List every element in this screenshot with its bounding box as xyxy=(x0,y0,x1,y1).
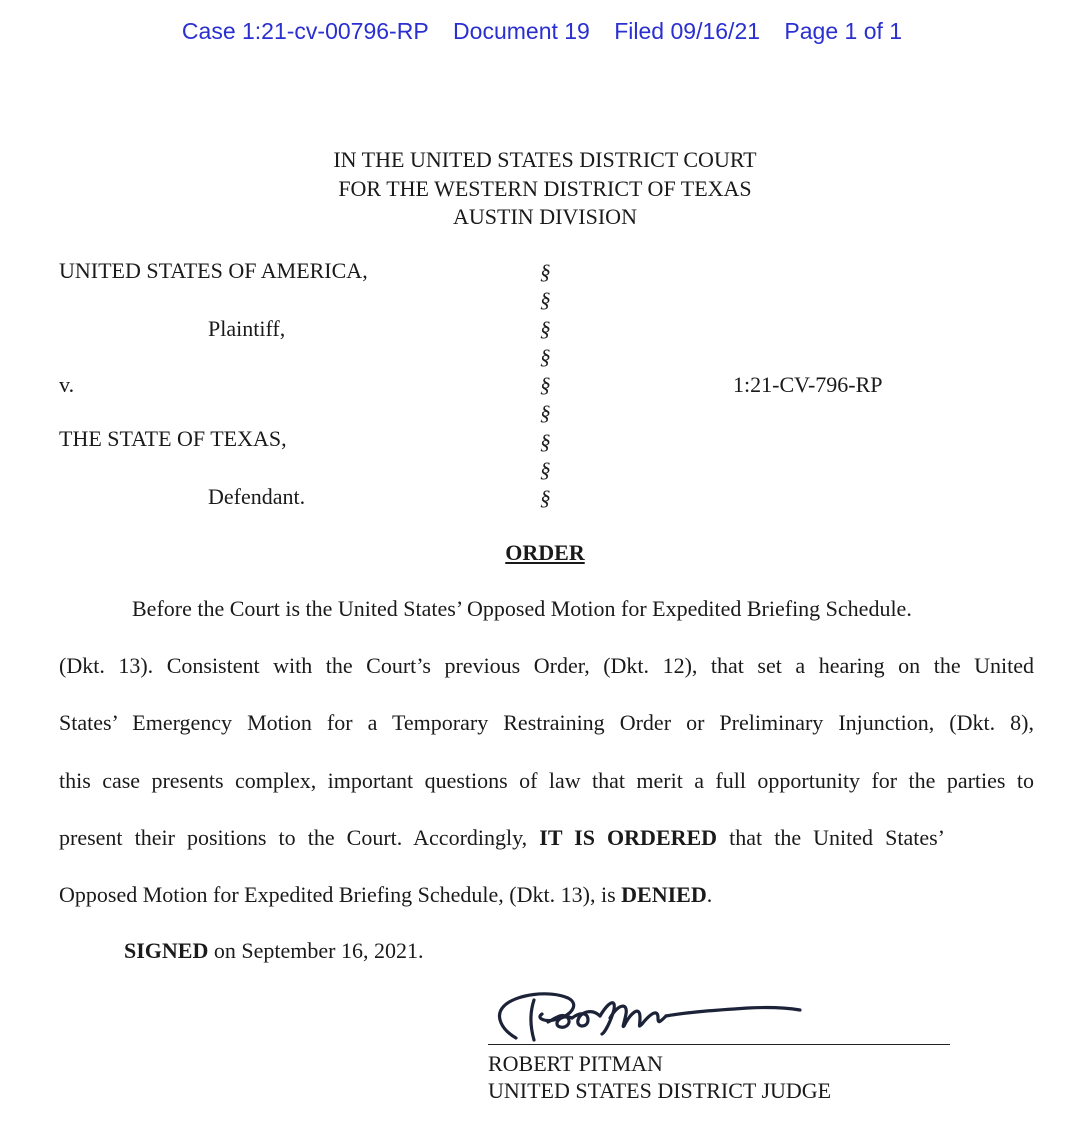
section-mark: § xyxy=(540,401,551,426)
it-is-ordered-text: IT IS ORDERED xyxy=(539,824,718,850)
court-line-3: AUSTIN DIVISION xyxy=(453,204,637,229)
signed-line xyxy=(124,938,423,964)
court-line-1: IN THE UNITED STATES DISTRICT COURT xyxy=(333,147,757,172)
section-mark: § xyxy=(540,316,551,341)
page-count-header: Page 1 of 1 xyxy=(784,18,903,44)
plaintiff-role: Plaintiff, xyxy=(208,316,286,341)
order-body-line-5-tail: that the United States’ xyxy=(729,824,946,850)
order-body xyxy=(59,594,1034,937)
court-heading xyxy=(0,146,1084,232)
judge-signature xyxy=(488,978,818,1048)
order-body-line-4: this case presents complex, important questions of law that merit a full opportunity for the parties to xyxy=(59,767,1034,793)
document-number-header: Document 19 xyxy=(453,18,590,44)
defendant-name: THE STATE OF TEXAS, xyxy=(59,426,287,451)
versus-label: v. xyxy=(59,372,75,397)
filed-date-header: Filed 09/16/21 xyxy=(614,18,761,44)
denied-text: DENIED xyxy=(621,881,707,907)
signed-label: SIGNED xyxy=(124,938,209,963)
section-mark: § xyxy=(540,373,551,398)
judge-block xyxy=(488,1050,831,1104)
case-number: 1:21-CV-796-RP xyxy=(733,372,883,397)
order-body-line-6-period: . xyxy=(706,881,713,907)
order-body-line-6 xyxy=(59,880,1034,937)
section-mark: § xyxy=(540,486,551,511)
order-body-line-5-text: present their positions to the Court. Accordingly, xyxy=(59,824,528,850)
case-number-header: Case 1:21-cv-00796-RP xyxy=(181,18,429,44)
signature-line xyxy=(488,1044,950,1045)
section-mark: § xyxy=(540,429,551,454)
order-body-line-3: States’ Emergency Motion for a Temporary Restraining Order or Preliminary Injunction, (Dkt. 8), xyxy=(59,710,1034,736)
order-body-line-6-text: Opposed Motion for Expedited Briefing Schedule, (Dkt. 13), is xyxy=(59,881,616,907)
section-mark: § xyxy=(540,260,551,284)
section-mark: § xyxy=(540,344,551,369)
order-body-line-5 xyxy=(59,823,945,880)
section-mark: § xyxy=(540,288,551,313)
section-mark-column xyxy=(540,258,551,513)
section-mark: § xyxy=(540,458,551,483)
judge-title: UNITED STATES DISTRICT JUDGE xyxy=(488,1078,832,1103)
order-body-line-2: (Dkt. 13). Consistent with the Court’s previous Order, (Dkt. 12), that set a hearing on the United xyxy=(59,653,1034,679)
signed-date: on September 16, 2021. xyxy=(213,938,424,963)
judge-name: ROBERT PITMAN xyxy=(488,1051,663,1076)
court-line-2: FOR THE WESTERN DISTRICT OF TEXAS xyxy=(338,175,752,201)
plaintiff-name: UNITED STATES OF AMERICA, xyxy=(59,258,368,283)
order-body-line-1: Before the Court is the United States’ Opposed Motion for Expedited Briefing Schedule. xyxy=(132,596,912,621)
ecf-header-stamp xyxy=(0,18,1084,45)
defendant-role: Defendant. xyxy=(208,484,306,509)
order-title: ORDER xyxy=(505,540,585,565)
